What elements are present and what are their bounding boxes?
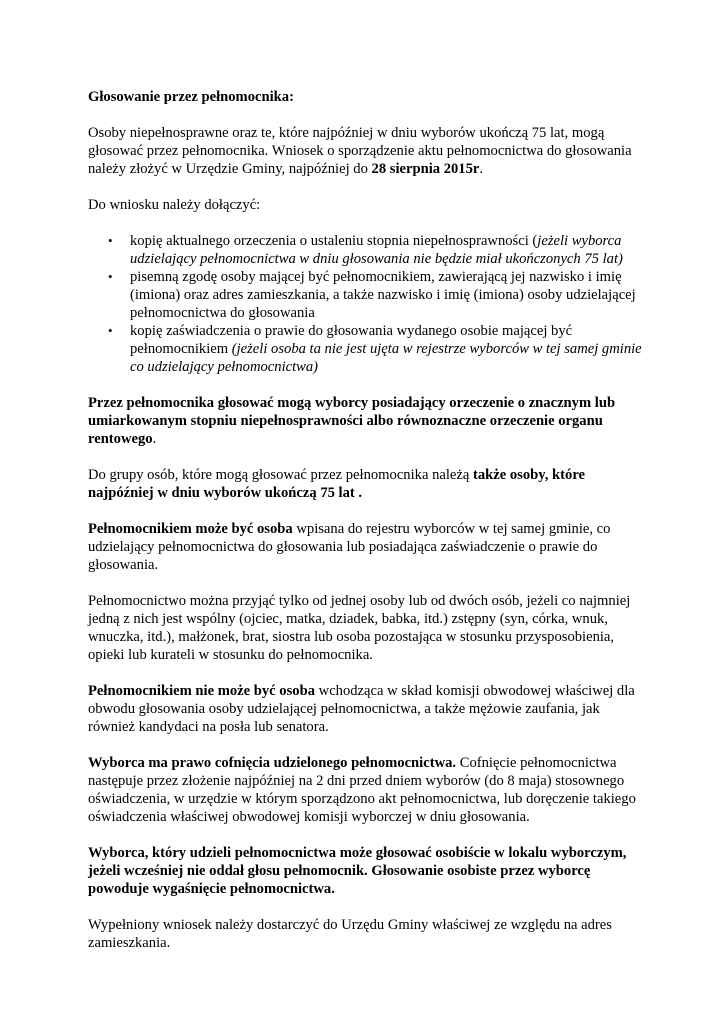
intro-text: Osoby niepełnosprawne oraz te, które najpóźniej w dniu wyborów ukończą 75 lat, mogą głosować przez pełnomocnika. Wniosek o sporządzenie aktu pełnomocnictwa do głosowania należy złożyć w Urzędzie Gminy, najpóźniej do (88, 125, 632, 177)
proxy-eligibility-text: wpisana do rejestru wyborców w tej samej gminie, co udzielający pełnomocnictwa do głosowania lub posiadająca zaświadczenie o prawie do głosowania. (88, 521, 611, 573)
bullet-icon: • (108, 233, 113, 248)
attachment-text: kopię aktualnego orzeczenia o ustaleniu stopnia niepełnosprawności ( (130, 233, 538, 249)
list-item (88, 268, 648, 322)
proxy-acceptance-paragraph: Pełnomocnictwo można przyjąć tylko od jednej osoby lub od dwóch osób, jeżeli co najmniej jedną z nich jest wspólny (ojciec, matka, dziadek, babka, itd.) zstępny (syn, córka, wnuk, wnuczka, itd.), małżonek, brat, siostra lub osoba pozostająca w stosunku przysposobienia, opieki lub kurateli w stosunku do pełnomocnika. (88, 593, 631, 663)
attachments-intro: Do wniosku należy dołączyć: (88, 197, 261, 213)
proxy-eligibility-bold: Pełnomocnikiem może być osoba (88, 521, 293, 537)
eligible-voters-text: Przez pełnomocnika głosować mogą wyborcy posiadający orzeczenie o znacznym lub umiarkowanym stopniu niepełnosprawności albo równoznaczne orzeczenie organu rentowego (88, 395, 616, 447)
eligible-voters-end: . (152, 431, 157, 447)
list-item (88, 322, 648, 376)
age-group-bold: także osoby, które najpóźniej w dniu wyborów ukończą 75 lat . (88, 467, 586, 501)
list-item (88, 232, 648, 268)
intro-end: . (479, 161, 484, 177)
proxy-exclusion-paragraph (88, 682, 648, 736)
eligible-voters-paragraph (88, 394, 648, 448)
proxy-exclusion-text: wchodząca w skład komisji obwodowej właściwej dla obwodu głosowania osoby udzielającej pełnomocnictwa, a także mężowie zaufania, jak również kandydaci na posła lub senatora. (88, 683, 635, 735)
attachment-note: (jeżeli osoba ta nie jest ujęta w rejestrze wyborców w tej samej gminie co udzielający pełnomocnictwa) (130, 341, 642, 375)
bullet-icon: • (108, 269, 113, 284)
proxy-eligibility-paragraph (88, 520, 648, 574)
deadline-date: 28 sierpnia 2015r (371, 161, 480, 177)
revocation-paragraph (88, 754, 648, 826)
revocation-bold: Wyborca ma prawo cofnięcia udzielonego pełnomocnictwa. (88, 755, 457, 771)
submission-paragraph: Wypełniony wniosek należy dostarczyć do Urzędu Gminy właściwej ze względu na adres zamieszkania. (88, 917, 612, 951)
age-group-text: Do grupy osób, które mogą głosować przez pełnomocnika należą (88, 467, 473, 483)
document-page (88, 88, 648, 970)
age-group-paragraph (88, 466, 648, 502)
personal-voting-paragraph: Wyborca, który udzieli pełnomocnictwa może głosować osobiście w lokalu wyborczym, jeżeli wcześniej nie oddał głosu pełnomocnik. Głosowanie osobiste przez wyborcę powoduje wygaśnięcie pełnomocnictwa. (88, 845, 627, 897)
bullet-icon: • (108, 323, 113, 338)
attachment-text: kopię zaświadczenia o prawie do głosowania wydanego osobie mającej być pełnomocnikiem (130, 323, 573, 357)
intro-paragraph (88, 124, 648, 178)
attachments-list (88, 232, 648, 376)
attachment-text: pisemną zgodę osoby mającej być pełnomocnikiem, zawierającą jej nazwisko i imię (imiona) oraz adres zamieszkania, a także nazwisko i imię (imiona) osoby udzielającej pełnomocnictwa do głosowania (130, 269, 636, 321)
revocation-text: Cofnięcie pełnomocnictwa następuje przez złożenie najpóźniej na 2 dni przed dniem wyborów (do 8 maja) stosownego oświadczenia, w urzędzie w którym sporządzono akt pełnomocnictwa, lub doręczenie takiego oświadczenia właściwej obwodowej komisji wyborczej w dniu głosowania. (88, 755, 636, 825)
attachment-note: jeżeli wyborca udzielający pełnomocnictwa w dniu głosowania nie będzie miał ukończonych 75 lat) (130, 233, 623, 267)
document-title: Głosowanie przez pełnomocnika: (88, 89, 294, 105)
proxy-exclusion-bold: Pełnomocnikiem nie może być osoba (88, 683, 315, 699)
